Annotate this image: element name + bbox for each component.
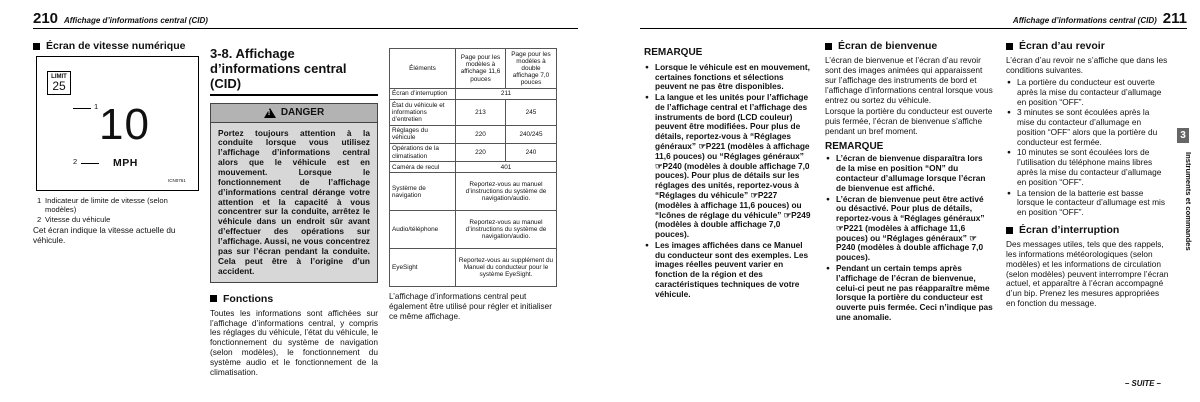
remarque-heading: REMARQUE xyxy=(644,47,703,58)
table-row: Caméra de recul 401 xyxy=(390,162,557,173)
table-row: Audio/téléphone Reportez-vous au manuel d’instructions du système de navigation/audio. xyxy=(390,211,557,249)
chapter-side-label: Instruments et commandes xyxy=(1184,152,1193,251)
column-welcome xyxy=(825,40,993,324)
column-cid-intro xyxy=(210,47,378,379)
callout-2: 2 xyxy=(73,157,78,167)
list-item: ● 10 minutes se sont écoulées lors de l’utilisation du téléphone mains libres après la mise du contacteur d’allumage en position “OFF”. xyxy=(1006,148,1169,187)
danger-text: Portez toujours attention à la conduite lorsque vous utilisez l’affichage d’informations central alors que le véhicule est en mouvement. Lorsque le fonctionnement de l’affichage d’informations central dérange votre attention et la capacité à vous concentrer sur la conduite, arrêtez le véhicule dans un endroit sûr avant d’effectuer des opérations sur l’affichage. Aussi, ne vous concentrez pas sur l’écran pendant la conduite. Cela peut être à l’origine d’un accident. xyxy=(218,127,370,276)
right-page-header xyxy=(640,5,1187,29)
warning-triangle-icon: ! xyxy=(264,108,276,118)
continued-marker: – SUITE – xyxy=(1125,379,1161,388)
table-header: Éléments xyxy=(390,49,456,89)
table-after-text: L’affichage d’informations central peut également être utilisé pour régler et initialiser ce même affichage. xyxy=(389,292,552,321)
caption-item: 2 Vitesse du véhicule xyxy=(37,215,111,225)
table-header: Page pour les modèles à affichage 11,6 pouces xyxy=(456,49,506,89)
welcome-remarque-list xyxy=(825,154,993,322)
goodbye-conditions-list xyxy=(1006,78,1169,218)
welcome-paragraph: Lorsque la portière du conducteur est ouverte puis fermée, l’écran de bienvenue s’affiche pendant un bref moment. xyxy=(825,106,993,136)
table-header-row xyxy=(390,49,557,89)
danger-title-bar xyxy=(211,104,377,123)
limit-label: LIMIT xyxy=(51,74,67,81)
table-header: Page pour les modèles à double affichage 7,0 pouces xyxy=(506,49,557,89)
left-page-header xyxy=(33,5,578,29)
figure-code: ICN0761 xyxy=(168,178,186,183)
interruption-heading: Écran d’interruption xyxy=(1006,224,1169,236)
list-item: ● Les images affichées dans ce Manuel du conducteur sont des exemples. Les images réelles peuvent varier en fonction de la région et des caractéristiques techniques de votre véhicule. xyxy=(644,241,813,300)
list-item: ● 3 minutes se sont écoulées après la mise du contacteur d’allumage en position “OFF” alors que la portière du conducteur est fermée. xyxy=(1006,108,1169,147)
goodbye-intro: L’écran d’au revoir ne s’affiche que dans les conditions suivantes. xyxy=(1006,55,1168,76)
welcome-heading: Écran de bienvenue xyxy=(825,40,993,52)
interruption-paragraph: Des messages utiles, tels que des rappels, les informations météorologiques (selon modèles) et les informations de circulation (selon modèles) peuvent interrompre l’écran actuel, et apparaître à l’écran accompagné d’un bip. Prenez les mesures appropriées en fonction du message. xyxy=(1006,239,1169,308)
table-row: Opérations de la climatisation 220 240 xyxy=(390,143,557,161)
speed-screen-figure xyxy=(36,56,199,191)
danger-box xyxy=(210,103,378,283)
callout-1: 1 xyxy=(94,102,99,112)
callout-line-1 xyxy=(73,108,91,109)
square-bullet-icon xyxy=(1006,43,1013,50)
callout-line-2 xyxy=(81,163,99,164)
goodbye-heading: Écran d’au revoir xyxy=(1006,40,1169,52)
list-item: ● Lorsque le véhicule est en mouvement, certaines fonctions et sélections peuvent ne pas être disponibles. xyxy=(644,63,813,92)
column-goodbye xyxy=(1006,40,1169,311)
square-bullet-icon xyxy=(33,43,40,50)
welcome-remarque-heading: REMARQUE xyxy=(825,140,884,152)
list-item: ● L’écran de bienvenue disparaîtra lors de la mise en position “ON” du contacteur d’allumage lorsque l’écran de bienvenue est affiché. xyxy=(825,154,993,193)
functions-heading: Fonctions xyxy=(210,293,378,305)
danger-title: DANGER xyxy=(280,106,325,118)
speed-limit-sign xyxy=(47,71,71,95)
table-row: EyeSight Reportez-vous au supplément du Manuel du conducteur pour le système EyeSight. xyxy=(390,249,557,287)
speed-unit: MPH xyxy=(113,157,138,170)
functions-text: Toutes les informations sont affichées sur l’affichage d’informations central, y compris les réglages du véhicule, l’état du véhicule, le fonctionnement du système de navigation (selon modèles), le fonctionnement du système audio et le fonctionnement de la climatisation. xyxy=(210,307,378,377)
caption-item: 1 Indicateur de limite de vitesse (selon modèles) xyxy=(37,196,168,215)
speed-screen-heading: Écran de vitesse numérique xyxy=(33,40,199,52)
limit-value: 25 xyxy=(52,79,66,94)
list-item: ● La tension de la batterie est basse lorsque le contacteur d’allumage est mis en position “OFF”. xyxy=(1006,189,1169,218)
right-running-title: Affichage d’informations central (CID) xyxy=(1012,15,1157,25)
list-item: ● La portière du conducteur est ouverte après la mise du contacteur d’allumage en position “OFF”. xyxy=(1006,78,1169,107)
square-bullet-icon xyxy=(210,295,217,302)
table-row: État du véhicule et informations d’entretien 213 245 xyxy=(390,100,557,126)
chapter-number-tab: 3 xyxy=(1177,128,1189,143)
section-title-rule xyxy=(210,94,378,96)
square-bullet-icon xyxy=(1006,227,1013,234)
table-row: Écran d’interruption 211 xyxy=(390,88,557,99)
welcome-paragraph: L’écran de bienvenue et l’écran d’au revoir sont des images animées qui apparaissent sur l’affichage des instruments de bord et l’affichage d’informations central lorsque vous entrez ou sortez du véhicule. xyxy=(825,55,993,105)
function-table xyxy=(389,48,557,287)
left-page-number: 210 xyxy=(33,10,59,27)
table-row: Système de navigation Reportez-vous au manuel d’instructions du système de navigation/audio. xyxy=(390,173,557,211)
left-running-title: Affichage d’informations central (CID) xyxy=(64,15,208,25)
square-bullet-icon xyxy=(825,43,832,50)
speed-value: 10 xyxy=(99,100,150,150)
right-page-number: 211 xyxy=(1162,10,1187,27)
column-remarque xyxy=(644,47,813,301)
remarque-list xyxy=(644,63,813,300)
list-item: ● L’écran de bienvenue peut être activé ou désactivé. Pour plus de détails, reportez-vous à “Réglages généraux” ☞P221 (modèles à affichage 11,6 pouces) ou “Réglages généraux” ☞P240 (modèles à double affichage 7,0 pouces). xyxy=(825,195,993,263)
table-row: Réglages du véhicule 220 240/245 xyxy=(390,125,557,143)
figure-captions xyxy=(33,197,199,225)
section-title: 3-8. Affichage d’informations central (CID) xyxy=(210,46,347,91)
speed-screen-description: Cet écran indique la vitesse actuelle du véhicule. xyxy=(33,226,176,245)
column-speed-screen xyxy=(33,40,199,248)
column-function-table xyxy=(389,48,557,323)
list-item: ● Pendant un certain temps après l’affichage de l’écran de bienvenue, celui-ci peut ne pas réapparaître même lorsque la portière du conducteur est ouverte puis fermée. Ceci n’indique pas une anomalie. xyxy=(825,264,993,323)
list-item: ● La langue et les unités pour l’affichage de l’affichage central et l’affichage des instruments de bord (LCD couleur) peuvent être modifiées. Pour plus de détails, reportez-vous à “Réglages généraux” ☞P221 (modèles à affichage 11,6 pouces) ou “Réglages généraux” ☞P240 (modèles à double affichage 7,0 pouces). Pour plus de détails sur les réglages des unités, reportez-vous à “Réglages du véhicule” ☞P227 (modèles à affichage 11,6 pouces) ou “Icônes de réglage du véhicule” ☞P249 (modèles à double affichage 7,0 pouces). xyxy=(644,93,813,240)
